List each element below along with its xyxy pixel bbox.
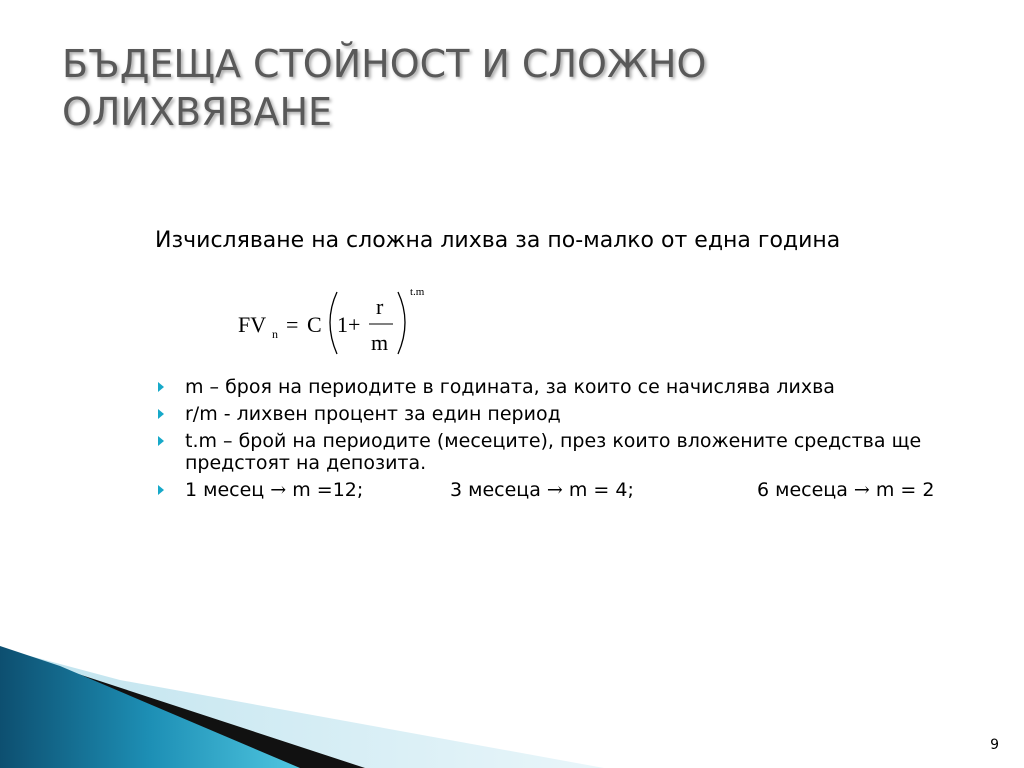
slide-title-line-1: БЪДЕЩА СТОЙНОСТ И СЛОЖНО [62, 42, 707, 86]
bullet-text: t.m – брой на периодите (месеците), през които вложените средства ще предстоят на депозита. [185, 430, 922, 474]
bullet-item [158, 403, 998, 425]
formula-fv: FV [238, 312, 267, 337]
bullet-list [158, 376, 998, 506]
right-arrow-icon: → [270, 479, 287, 501]
slide-title [62, 40, 962, 136]
slide-subtitle: Изчисляване на сложна лихва за по-малко от една година [155, 228, 841, 253]
right-arrow-icon: → [853, 479, 870, 501]
formula-right-paren [398, 292, 405, 354]
triangle-bullet-icon [158, 382, 164, 392]
formula-denominator: m [371, 330, 389, 355]
bullet-text: m – броя на периодите в годината, за които се начислява лихва [185, 376, 835, 398]
triangle-bullet-icon [158, 436, 164, 446]
example-monthly: 1 месец → m =12; [185, 479, 364, 501]
formula-graphic [230, 282, 450, 362]
formula-numerator: r [376, 294, 384, 319]
bullet-item [158, 430, 998, 474]
formula-c: C [307, 312, 322, 337]
formula-left-paren [330, 292, 337, 354]
bullet-text: r/m - лихвен процент за един период [185, 403, 561, 425]
example-semiannual: 6 месеца → m = 2 [757, 479, 935, 501]
triangle-bullet-icon [158, 485, 164, 495]
slide-corner-decoration [0, 640, 1024, 768]
example-quarterly: 3 месеца → m = 4; [450, 479, 634, 501]
bullet-item-examples [158, 479, 998, 501]
page-number: 9 [990, 737, 999, 753]
future-value-formula [230, 282, 450, 362]
formula-one-plus: 1+ [337, 312, 361, 337]
examples-row [185, 479, 998, 501]
slide-title-line-2: ОЛИХВЯВАНЕ [62, 90, 333, 134]
formula-exponent: t.m [410, 286, 425, 298]
triangle-bullet-icon [158, 409, 164, 419]
right-arrow-icon: → [546, 479, 563, 501]
formula-fv-subscript: n [272, 327, 278, 341]
formula-equals: = [286, 312, 299, 337]
bullet-item [158, 376, 998, 398]
